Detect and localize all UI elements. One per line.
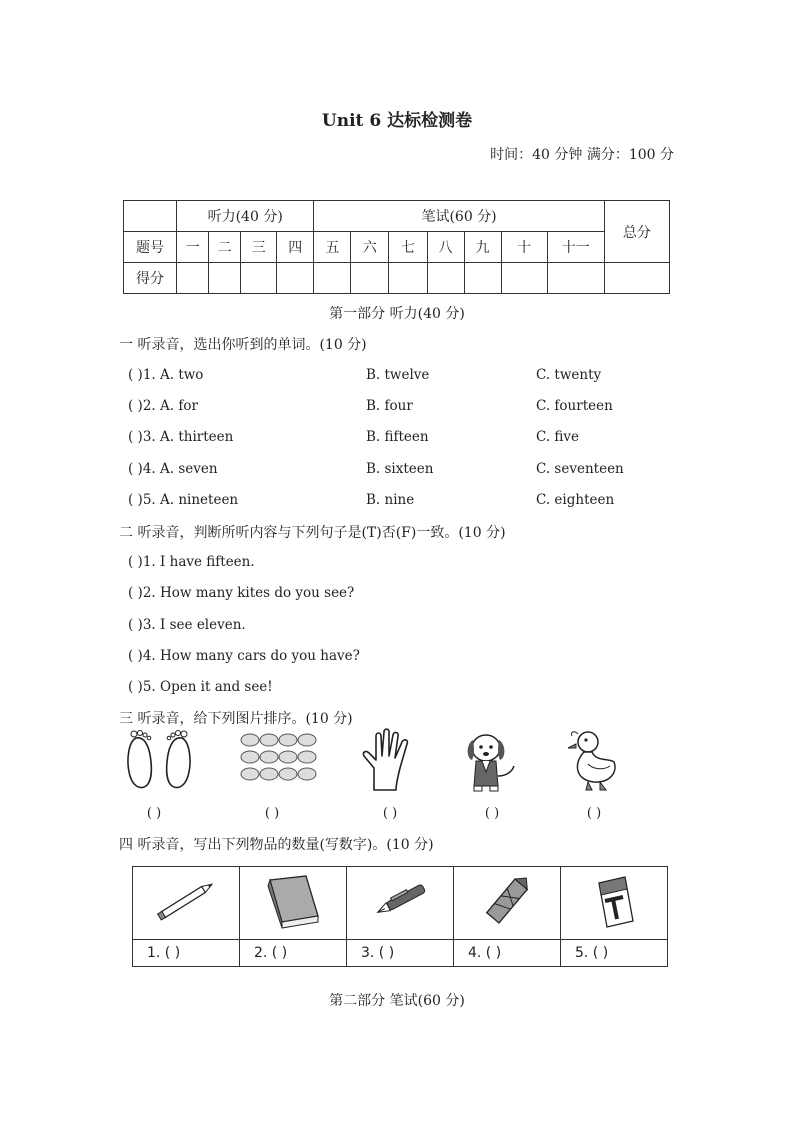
s1-option-b: B. fifteen	[366, 429, 429, 445]
section4-heading: 四 听录音，写出下列物品的数量(写数字)。(10 分)	[119, 837, 434, 853]
page-title: Unit 6 达标检测卷	[321, 111, 473, 131]
picture-row	[118, 728, 638, 828]
score-cell[interactable]	[389, 263, 427, 294]
s1-option-b: B. sixteen	[366, 461, 434, 477]
score-cell[interactable]	[277, 263, 314, 294]
s3-answer-blank[interactable]: ( )	[382, 806, 398, 821]
score-cell[interactable]	[314, 263, 351, 294]
s1-option-c: C. five	[536, 429, 580, 445]
dog-icon	[462, 728, 542, 798]
feet-icon	[124, 728, 204, 798]
item-answer-blank[interactable]: 3. ( )	[347, 940, 454, 967]
writing-header: 笔试(60 分)	[314, 201, 604, 232]
column-label: 三	[241, 232, 277, 263]
s1-question: ( )1. A. two	[128, 367, 204, 383]
score-cell[interactable]	[351, 263, 389, 294]
question-number-label: 题号	[124, 232, 177, 263]
score-cell[interactable]	[241, 263, 277, 294]
hand-icon	[360, 728, 440, 798]
column-label: 十一	[547, 232, 604, 263]
crayon-icon	[454, 867, 561, 940]
exam-meta: 时间：40 分钟 满分：100 分	[490, 147, 674, 163]
s2-question: ( )1. I have fifteen.	[128, 554, 255, 570]
part2-title: 第二部分 笔试(60 分)	[329, 993, 465, 1009]
s1-option-c: C. fourteen	[536, 398, 613, 414]
score-cell[interactable]	[177, 263, 209, 294]
total-header: 总分	[604, 201, 669, 263]
total-score-cell[interactable]	[604, 263, 669, 294]
score-cell[interactable]	[547, 263, 604, 294]
section2-heading: 二 听录音，判断所听内容与下列句子是(T)否(F)一致。(10 分)	[119, 525, 506, 541]
score-table-corner	[124, 201, 177, 232]
column-label: 四	[277, 232, 314, 263]
s2-question: ( )5. Open it and see!	[128, 679, 273, 695]
s1-question: ( )5. A. nineteen	[128, 492, 239, 508]
s3-answer-blank[interactable]: ( )	[484, 806, 500, 821]
score-row-label: 得分	[124, 263, 177, 294]
item-answer-blank[interactable]: 1. ( )	[133, 940, 240, 967]
score-cell[interactable]	[501, 263, 547, 294]
column-label: 一	[177, 232, 209, 263]
section1-heading: 一 听录音，选出你听到的单词。(10 分)	[119, 337, 367, 353]
s2-question: ( )4. How many cars do you have?	[128, 648, 360, 664]
pen-icon	[347, 867, 454, 940]
s1-question: ( )4. A. seven	[128, 461, 218, 477]
column-label: 二	[209, 232, 241, 263]
s3-answer-blank[interactable]: ( )	[146, 806, 162, 821]
score-cell[interactable]	[464, 263, 501, 294]
column-label: 十	[501, 232, 547, 263]
score-cell[interactable]	[427, 263, 464, 294]
eggs-icon	[240, 728, 320, 798]
s1-question: ( )3. A. thirteen	[128, 429, 234, 445]
s2-question: ( )2. How many kites do you see?	[128, 585, 355, 601]
score-cell[interactable]	[209, 263, 241, 294]
items-table	[132, 866, 668, 967]
item-answer-blank[interactable]: 4. ( )	[454, 940, 561, 967]
score-table	[123, 200, 670, 294]
section3-heading: 三 听录音，给下列图片排序。(10 分)	[119, 711, 353, 727]
s1-option-b: B. nine	[366, 492, 415, 508]
duck-icon	[566, 728, 646, 798]
s1-option-b: B. four	[366, 398, 413, 414]
column-label: 九	[464, 232, 501, 263]
s1-question: ( )2. A. for	[128, 398, 198, 414]
column-label: 八	[427, 232, 464, 263]
column-label: 七	[389, 232, 427, 263]
s2-question: ( )3. I see eleven.	[128, 617, 246, 633]
book-icon	[240, 867, 347, 940]
item-answer-blank[interactable]: 2. ( )	[240, 940, 347, 967]
s3-answer-blank[interactable]: ( )	[264, 806, 280, 821]
s1-option-c: C. eighteen	[536, 492, 615, 508]
pencil-icon	[133, 867, 240, 940]
listening-header: 听力(40 分)	[177, 201, 314, 232]
item-answer-blank[interactable]: 5. ( )	[561, 940, 668, 967]
s3-answer-blank[interactable]: ( )	[586, 806, 602, 821]
s1-option-b: B. twelve	[366, 367, 430, 383]
part1-title: 第一部分 听力(40 分)	[329, 306, 465, 322]
s1-option-c: C. seventeen	[536, 461, 624, 477]
eraser-icon	[561, 867, 668, 940]
column-label: 六	[351, 232, 389, 263]
s1-option-c: C. twenty	[536, 367, 602, 383]
column-label: 五	[314, 232, 351, 263]
